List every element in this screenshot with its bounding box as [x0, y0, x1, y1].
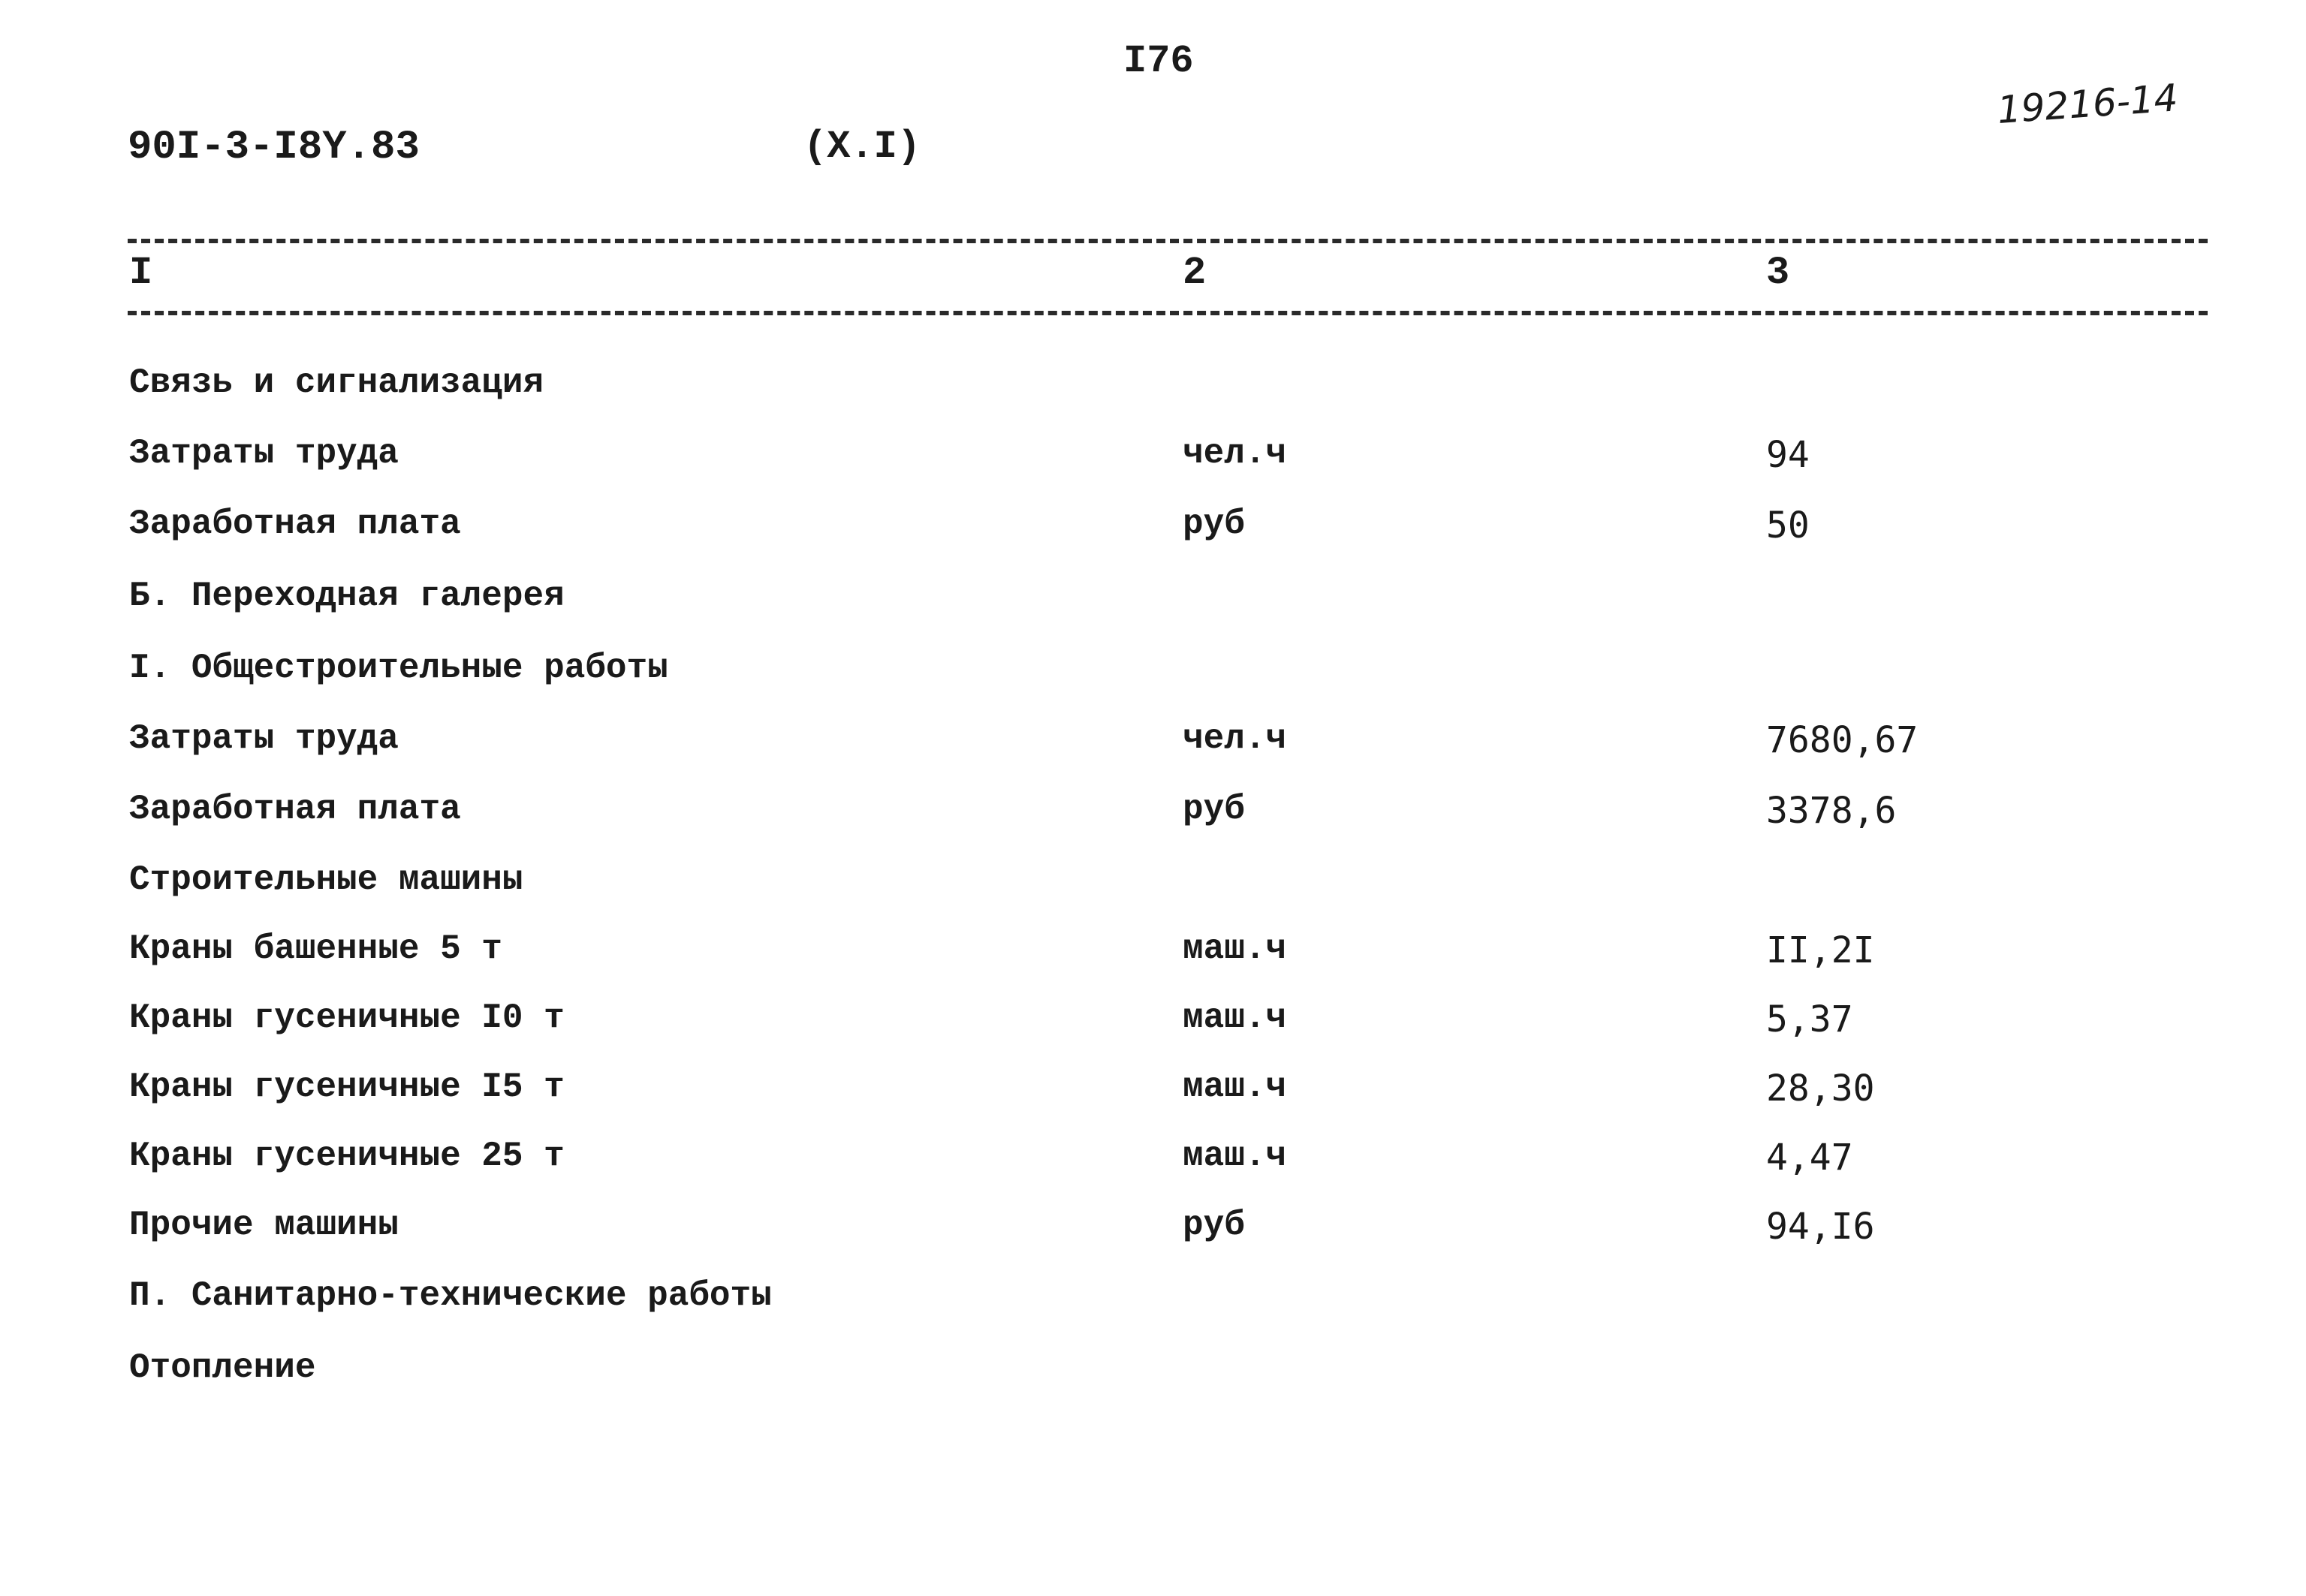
table-row — [0, 1206, 2306, 1251]
table-row — [0, 434, 2306, 479]
column-header-1: I — [129, 251, 153, 295]
row-unit: маш.ч — [1183, 1137, 1287, 1176]
column-header-2: 2 — [1183, 251, 1207, 295]
row-name: Отопление — [129, 1348, 316, 1387]
table-row — [0, 1276, 2306, 1321]
table-row — [0, 790, 2306, 835]
table-row — [0, 929, 2306, 974]
row-unit: руб — [1183, 1206, 1245, 1245]
row-value: 94,I6 — [1766, 1206, 1875, 1248]
row-name: Затраты труда — [129, 719, 399, 758]
row-value: 50 — [1766, 504, 1810, 547]
document-code: 90I-3-I8Y.83 — [128, 125, 420, 170]
table-row — [0, 719, 2306, 764]
row-unit: маш.ч — [1183, 929, 1287, 968]
table-row — [0, 860, 2306, 905]
table-header-top-rule — [128, 239, 2208, 243]
table-row — [0, 649, 2306, 694]
row-name: П. Санитарно-технические работы — [129, 1276, 772, 1315]
row-value: 4,47 — [1766, 1137, 1853, 1179]
row-unit: маш.ч — [1183, 1068, 1287, 1107]
row-name: I. Общестроительные работы — [129, 649, 668, 688]
table-header-bottom-rule — [128, 311, 2208, 315]
row-name: Б. Переходная галерея — [129, 577, 565, 616]
row-unit: руб — [1183, 790, 1245, 829]
page-number: I76 — [1123, 39, 1194, 83]
table-row — [0, 1348, 2306, 1393]
row-unit: маш.ч — [1183, 998, 1287, 1037]
table-row — [0, 577, 2306, 622]
row-value: 3378,6 — [1766, 790, 1897, 832]
row-name: Заработная плата — [129, 504, 461, 544]
table-row — [0, 1137, 2306, 1182]
row-name: Краны гусеничные I0 т — [129, 998, 565, 1037]
archive-number: 19216-14 — [1995, 76, 2180, 132]
row-unit: чел.ч — [1183, 434, 1287, 473]
row-name: Прочие машины — [129, 1206, 399, 1245]
row-unit: руб — [1183, 504, 1245, 544]
row-name: Заработная плата — [129, 790, 461, 829]
row-value: 28,30 — [1766, 1068, 1875, 1110]
column-header-3: 3 — [1766, 251, 1790, 295]
table-row — [0, 1068, 2306, 1113]
row-name: Краны башенные 5 т — [129, 929, 502, 968]
table-row — [0, 504, 2306, 550]
row-value: 5,37 — [1766, 998, 1853, 1040]
row-name: Краны гусеничные I5 т — [129, 1068, 565, 1107]
row-name: Затраты труда — [129, 434, 399, 473]
table-row — [0, 998, 2306, 1043]
row-value: II,2I — [1766, 929, 1875, 971]
row-value: 7680,67 — [1766, 719, 1919, 761]
row-name: Связь и сигнализация — [129, 363, 544, 402]
row-unit: чел.ч — [1183, 719, 1287, 758]
section-code: (X.I) — [803, 125, 921, 169]
row-name: Строительные машины — [129, 860, 523, 899]
row-value: 94 — [1766, 434, 1810, 476]
table-row — [0, 363, 2306, 408]
row-name: Краны гусеничные 25 т — [129, 1137, 565, 1176]
